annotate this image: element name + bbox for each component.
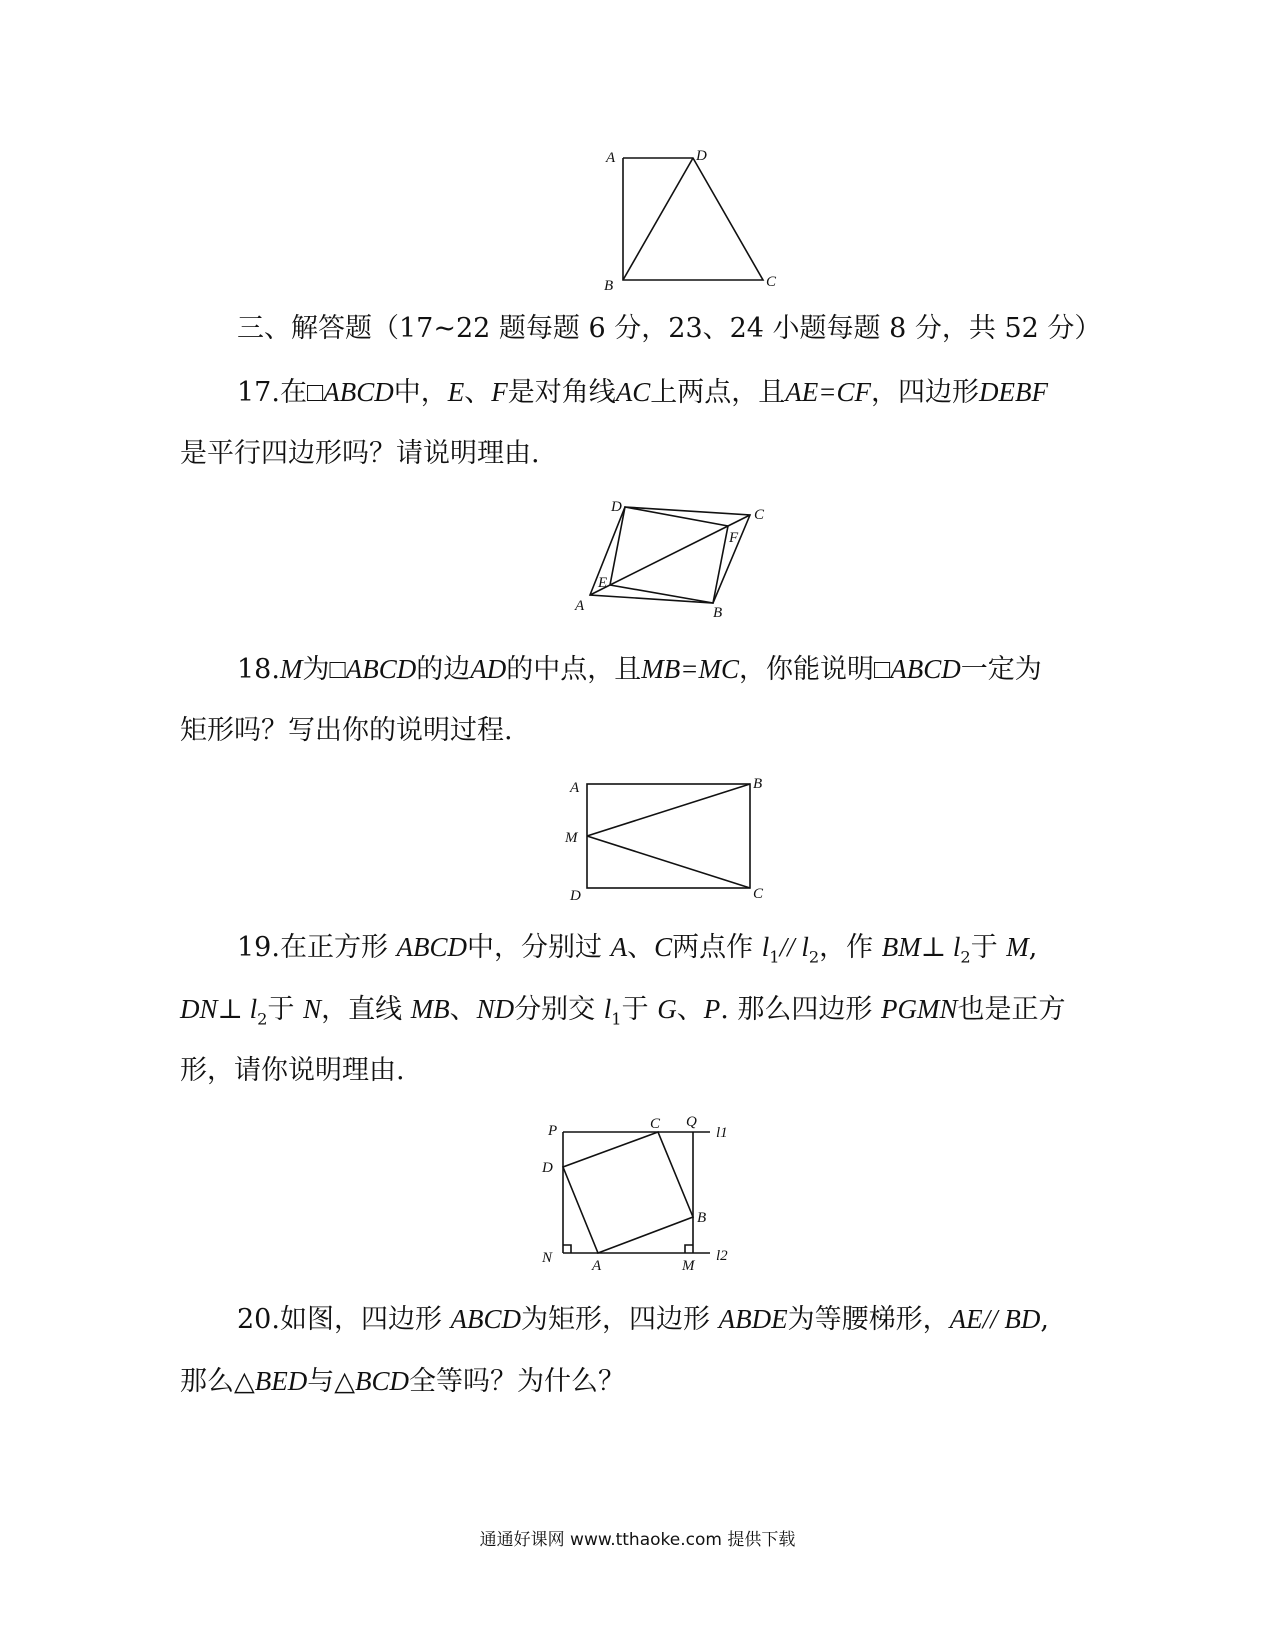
- q19-math: l: [761, 932, 770, 962]
- q20-text: 为矩形，四边形: [521, 1304, 711, 1335]
- fig16-label-b: B: [604, 278, 614, 294]
- section-title: 三、解答题（17~22 题每题 6 分，23、24 小题每题 8 分，共 52 分）: [237, 313, 1102, 344]
- fig19-label-d: D: [542, 1160, 553, 1176]
- figure-18: [560, 770, 790, 910]
- fig18-rectangle: [587, 784, 750, 888]
- q19-number: 19.: [237, 932, 280, 963]
- q19-subscript: 2: [257, 1009, 268, 1029]
- fig17-label-e: E: [598, 575, 608, 591]
- q18-math: M: [279, 654, 303, 684]
- fig18-label-a: A: [570, 780, 580, 796]
- q17-math: AE=CF: [785, 377, 871, 407]
- q18-text: ，你能说明: [738, 654, 874, 685]
- fig18-mb: [587, 784, 750, 836]
- q17-math: F: [491, 377, 508, 407]
- q19-text: 也是正方: [957, 994, 1066, 1025]
- q19-math: DN: [180, 994, 218, 1024]
- q19-math: BM: [881, 932, 921, 962]
- q19-text: ，作: [819, 932, 874, 963]
- fig16-label-c: C: [766, 274, 777, 290]
- q18-line1: [237, 652, 1042, 687]
- q17-math: AC: [615, 377, 651, 407]
- q20-number: 20.: [237, 1304, 280, 1335]
- fig18-label-c: C: [753, 886, 764, 902]
- q19-math: G: [657, 994, 677, 1024]
- page-footer: 通通好课网 www.tthaoke.com 提供下载: [479, 1530, 796, 1550]
- q19-text: 、: [676, 994, 704, 1025]
- q19-math: A: [610, 932, 628, 962]
- q20-text: 全等吗？为什么？: [409, 1366, 626, 1397]
- q19-math: N: [303, 994, 322, 1024]
- q20-line1: [237, 1302, 1049, 1337]
- q17-text: 中，: [393, 377, 448, 408]
- fig19-label-m: M: [682, 1258, 695, 1274]
- q18-text: 一定为: [960, 654, 1042, 685]
- q18-math: AD: [470, 654, 507, 684]
- fig19-label-q: Q: [686, 1114, 697, 1130]
- fig18-label-d: D: [570, 888, 581, 904]
- q20-math: BED: [254, 1366, 308, 1396]
- q20-text: ,: [1040, 1304, 1049, 1335]
- fig19-label-p: P: [548, 1123, 558, 1139]
- fig17-label-a: A: [575, 598, 585, 614]
- q20-math: ABCD: [450, 1304, 522, 1334]
- q19-text: ,: [1028, 932, 1038, 963]
- fig19-label-b: B: [697, 1210, 707, 1226]
- q19-math: // l: [779, 932, 809, 962]
- q19-text: ，直线: [321, 994, 403, 1025]
- q19-line2: [180, 992, 1065, 1036]
- fig17-label-f: F: [729, 530, 739, 546]
- q18-math: □ABCD: [329, 654, 417, 684]
- q20-math: ABDE: [718, 1304, 788, 1334]
- fig17-diagonal-ac: [590, 515, 750, 595]
- q20-text: 那么△: [180, 1366, 255, 1397]
- q17-text: ，四边形: [871, 377, 979, 408]
- fig16-shape: [623, 158, 763, 280]
- q19-subscript: 2: [808, 947, 820, 967]
- q19-math: PGMN: [880, 994, 958, 1024]
- q17-line2: 是平行四边形吗？请说明理由.: [180, 438, 540, 469]
- q17-number: 17.: [237, 377, 280, 408]
- q18-text: 为: [302, 654, 330, 685]
- q17-math: □ABCD: [306, 377, 394, 407]
- q19-text: 、: [627, 932, 655, 963]
- q19-text: . 那么四边形: [720, 994, 873, 1025]
- q17-line1: [237, 375, 1048, 410]
- q17-math: DEBF: [979, 377, 1048, 407]
- q17-math: E: [447, 377, 465, 407]
- q17-text: 在: [279, 377, 307, 408]
- q19-math: ⊥ l: [217, 994, 258, 1024]
- q19-text: 分别交: [514, 994, 596, 1025]
- q19-math: ⊥ l: [920, 932, 961, 962]
- q19-text: 于: [267, 994, 295, 1025]
- fig19-label-c: C: [650, 1116, 661, 1132]
- q19-math: ND: [476, 994, 515, 1024]
- fig19-label-n: N: [542, 1250, 553, 1266]
- fig18-mc: [587, 836, 750, 888]
- figure-19: [530, 1110, 750, 1280]
- q19-math: P: [703, 994, 721, 1024]
- fig18-label-b: B: [753, 776, 763, 792]
- fig17-label-d: D: [611, 499, 622, 515]
- q18-math: □ABCD: [873, 654, 961, 684]
- q19-line3: 形，请你说明理由.: [180, 1055, 405, 1086]
- q18-text: 的中点，且: [506, 654, 642, 685]
- fig19-label-l2: l2: [716, 1248, 728, 1264]
- q19-line1: [237, 930, 1037, 974]
- q18-number: 18.: [237, 654, 280, 685]
- q19-math: MB: [410, 994, 450, 1024]
- q19-subscript: 2: [960, 947, 971, 967]
- fig16-label-a: A: [606, 150, 616, 166]
- q17-text: 是对角线: [507, 377, 616, 408]
- q18-text: 的边: [416, 654, 471, 685]
- q18-math: MB=MC: [641, 654, 739, 684]
- q19-text: 、: [449, 994, 477, 1025]
- fig19-label-a: A: [592, 1258, 602, 1274]
- q20-math: AE// BD: [949, 1304, 1041, 1334]
- q18-line2: 矩形吗？写出你的说明过程.: [180, 715, 513, 746]
- fig17-label-b: B: [713, 605, 723, 621]
- q20-text: 如图，四边形: [279, 1304, 442, 1335]
- q19-math: M: [1006, 932, 1029, 962]
- fig17-label-c: C: [754, 507, 765, 523]
- q20-text: 为等腰梯形，: [787, 1304, 950, 1335]
- fig19-square-abcd: [563, 1132, 693, 1253]
- q19-text: 两点作: [672, 932, 754, 963]
- q19-text: 中，分别过: [467, 932, 603, 963]
- fig18-label-m: M: [565, 830, 578, 846]
- q17-text: 上两点，且: [650, 377, 786, 408]
- q19-math: C: [654, 932, 673, 962]
- q20-text: 与△: [307, 1366, 356, 1397]
- q19-subscript: 1: [611, 1009, 622, 1029]
- figure-16: [590, 140, 790, 300]
- q19-text: 于: [621, 994, 649, 1025]
- fig19-label-l1: l1: [716, 1125, 728, 1141]
- q19-subscript: 1: [769, 947, 780, 967]
- fig16-diagonal: [623, 158, 693, 280]
- fig19-right-angle-m: [685, 1245, 693, 1253]
- q19-text: 于: [970, 932, 998, 963]
- q19-text: 在正方形: [279, 932, 388, 963]
- fig16-label-d: D: [696, 148, 707, 164]
- fig19-right-angle-n: [563, 1245, 571, 1253]
- q20-math: BCD: [355, 1366, 410, 1396]
- q20-line2: [180, 1364, 625, 1399]
- q19-math: l: [603, 994, 612, 1024]
- figure-17: [565, 495, 785, 625]
- q17-text: 、: [464, 377, 492, 408]
- q19-math: ABCD: [396, 932, 468, 962]
